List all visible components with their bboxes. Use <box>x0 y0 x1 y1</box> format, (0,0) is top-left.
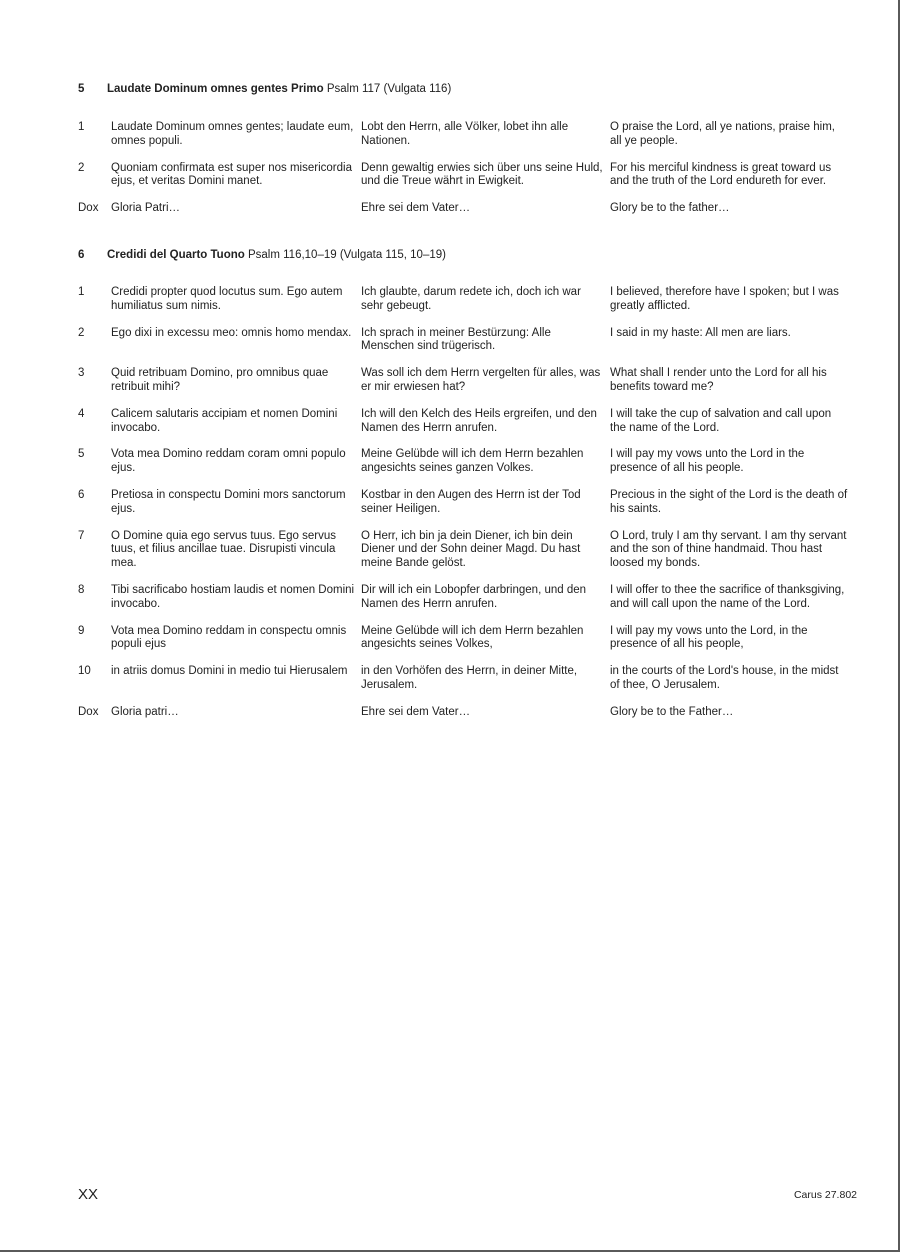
latin-text: Laudate Dominum omnes gentes; laudate eum, omnes populi. <box>111 121 354 147</box>
english-text: I will pay my vows unto the Lord, in the presence of all his people, <box>610 624 808 651</box>
english-text: I said in my haste: All men are liars. <box>610 326 791 339</box>
section-heading <box>78 248 858 262</box>
verse-list <box>78 121 858 216</box>
verse-number: 8 <box>78 583 85 596</box>
section-reference: Psalm 117 (Vulgata 116) <box>326 83 452 95</box>
verse-row <box>78 489 858 517</box>
english-text: For his merciful kindness is great toward us and the truth of the Lord endureth for ever. <box>610 161 832 188</box>
verse-row <box>78 448 858 476</box>
verse-row <box>78 327 858 355</box>
section-title: Laudate Dominum omnes gentes Primo <box>107 83 324 95</box>
latin-text: Calicem salutaris accipiam et nomen Domini invocabo. <box>111 407 338 434</box>
verse-number: 3 <box>78 367 85 380</box>
psalm-section-6 <box>78 248 858 733</box>
verse-number: 10 <box>78 665 91 678</box>
verse-number: 1 <box>78 286 85 298</box>
verse-number: 1 <box>78 121 85 133</box>
german-text: Meine Gelübde will ich dem Herrn bezahlen angesichts seines Volkes, <box>361 624 584 651</box>
latin-text: Quid retribuam Domino, pro omnibus quae retribuit mihi? <box>111 367 329 393</box>
verse-number: 6 <box>78 488 85 501</box>
german-text: Ehre sei dem Vater… <box>361 705 471 718</box>
latin-text: Gloria patri… <box>111 705 179 718</box>
english-text: Precious in the sight of the Lord is the death of his saints. <box>610 488 848 515</box>
german-text: Meine Gelübde will ich dem Herrn bezahlen angesichts seines ganzen Volkes. <box>361 448 584 475</box>
verse-number: 4 <box>78 407 85 420</box>
page-number: XX <box>78 1186 99 1203</box>
verse-number: Dox <box>78 705 99 718</box>
verse-row <box>78 121 858 149</box>
english-text: O Lord, truly I am thy servant. I am thy servant and the son of thine handmaid. Thou hast loosed my bonds. <box>610 529 847 570</box>
latin-text: Credidi propter quod locutus sum. Ego autem humiliatus sum nimis. <box>111 286 343 312</box>
latin-text: Pretiosa in conspectu Domini mors sanctorum ejus. <box>111 488 346 515</box>
english-text: in the courts of the Lord's house, in the midst of thee, O Jerusalem. <box>610 665 839 691</box>
section-reference: Psalm 116,10–19 (Vulgata 115, 10–19) <box>247 249 446 261</box>
latin-text: O Domine quia ego servus tuus. Ego servus tuus, et filius ancillae tuae. Disrupisti vincula mea. <box>111 529 337 570</box>
english-text: I will take the cup of salvation and call upon the name of the Lord. <box>610 407 832 434</box>
verse-row <box>78 367 858 395</box>
latin-text: Vota mea Domino reddam coram omni populo ejus. <box>111 448 346 475</box>
verse-list <box>78 286 858 720</box>
german-text: Ich glaubte, darum redete ich, doch ich war sehr gebeugt. <box>361 286 581 312</box>
german-text: Was soll ich dem Herrn vergelten für alles, was er mir erwiesen hat? <box>361 367 601 393</box>
english-text: Glory be to the Father… <box>610 705 734 718</box>
latin-text: Quoniam confirmata est super nos misericordia ejus, et veritas Domini manet. <box>111 161 352 188</box>
english-text: O praise the Lord, all ye nations, praise him, all ye people. <box>610 121 836 147</box>
verse-number: 7 <box>78 529 85 542</box>
verse-row <box>78 162 858 190</box>
german-text: Ich sprach in meiner Bestürzung: Alle Menschen sind trügerisch. <box>361 326 551 353</box>
german-text: in den Vorhöfen des Herrn, in deiner Mitte, Jerusalem. <box>361 665 578 691</box>
verse-row <box>78 625 858 653</box>
verse-row <box>78 286 858 314</box>
german-text: Denn gewaltig erwies sich über uns seine Huld, und die Treue währt in Ewigkeit. <box>361 161 603 188</box>
german-text: Ehre sei dem Vater… <box>361 202 471 215</box>
latin-text: in atriis domus Domini in medio tui Hierusalem <box>111 665 348 678</box>
section-title: Credidi del Quarto Tuono <box>107 249 245 261</box>
section-number: 5 <box>78 83 85 95</box>
latin-text: Tibi sacrificabo hostiam laudis et nomen Domini invocabo. <box>111 583 355 610</box>
german-text: Dir will ich ein Lobopfer darbringen, und den Namen des Herrn anrufen. <box>361 583 587 610</box>
verse-number: 2 <box>78 161 85 174</box>
verse-number: 5 <box>78 448 85 461</box>
verse-row <box>78 408 858 436</box>
english-text: I will pay my vows unto the Lord in the presence of all his people. <box>610 448 805 475</box>
german-text: Ich will den Kelch des Heils ergreifen, und den Namen des Herrn anrufen. <box>361 407 597 434</box>
verse-row <box>78 665 858 693</box>
psalm-section-5 <box>78 82 858 229</box>
verse-number: 2 <box>78 326 85 339</box>
verse-row <box>78 530 858 571</box>
verse-row <box>78 202 858 216</box>
catalog-number: Carus 27.802 <box>793 1189 857 1201</box>
german-text: O Herr, ich bin ja dein Diener, ich bin dein Diener und der Sohn deiner Magd. Du hast meine Bande gelöst. <box>361 529 581 570</box>
english-text: What shall I render unto the Lord for all his benefits toward me? <box>610 367 827 393</box>
section-number: 6 <box>78 249 85 261</box>
verse-number: 9 <box>78 624 85 637</box>
verse-number: Dox <box>78 202 99 215</box>
section-heading <box>78 82 858 96</box>
latin-text: Ego dixi in excessu meo: omnis homo mendax. <box>111 326 352 339</box>
verse-row <box>78 706 858 720</box>
german-text: Lobt den Herrn, alle Völker, lobet ihn alle Nationen. <box>361 121 569 147</box>
english-text: I will offer to thee the sacrifice of thanksgiving, and will call upon the name of the Lord. <box>610 583 845 610</box>
english-text: I believed, therefore have I spoken; but I was greatly afflicted. <box>610 286 839 312</box>
german-text: Kostbar in den Augen des Herrn ist der Tod seiner Heiligen. <box>361 488 581 515</box>
verse-row <box>78 584 858 612</box>
latin-text: Gloria Patri… <box>111 202 181 215</box>
english-text: Glory be to the father… <box>610 202 730 215</box>
latin-text: Vota mea Domino reddam in conspectu omnis populi ejus <box>111 624 347 651</box>
